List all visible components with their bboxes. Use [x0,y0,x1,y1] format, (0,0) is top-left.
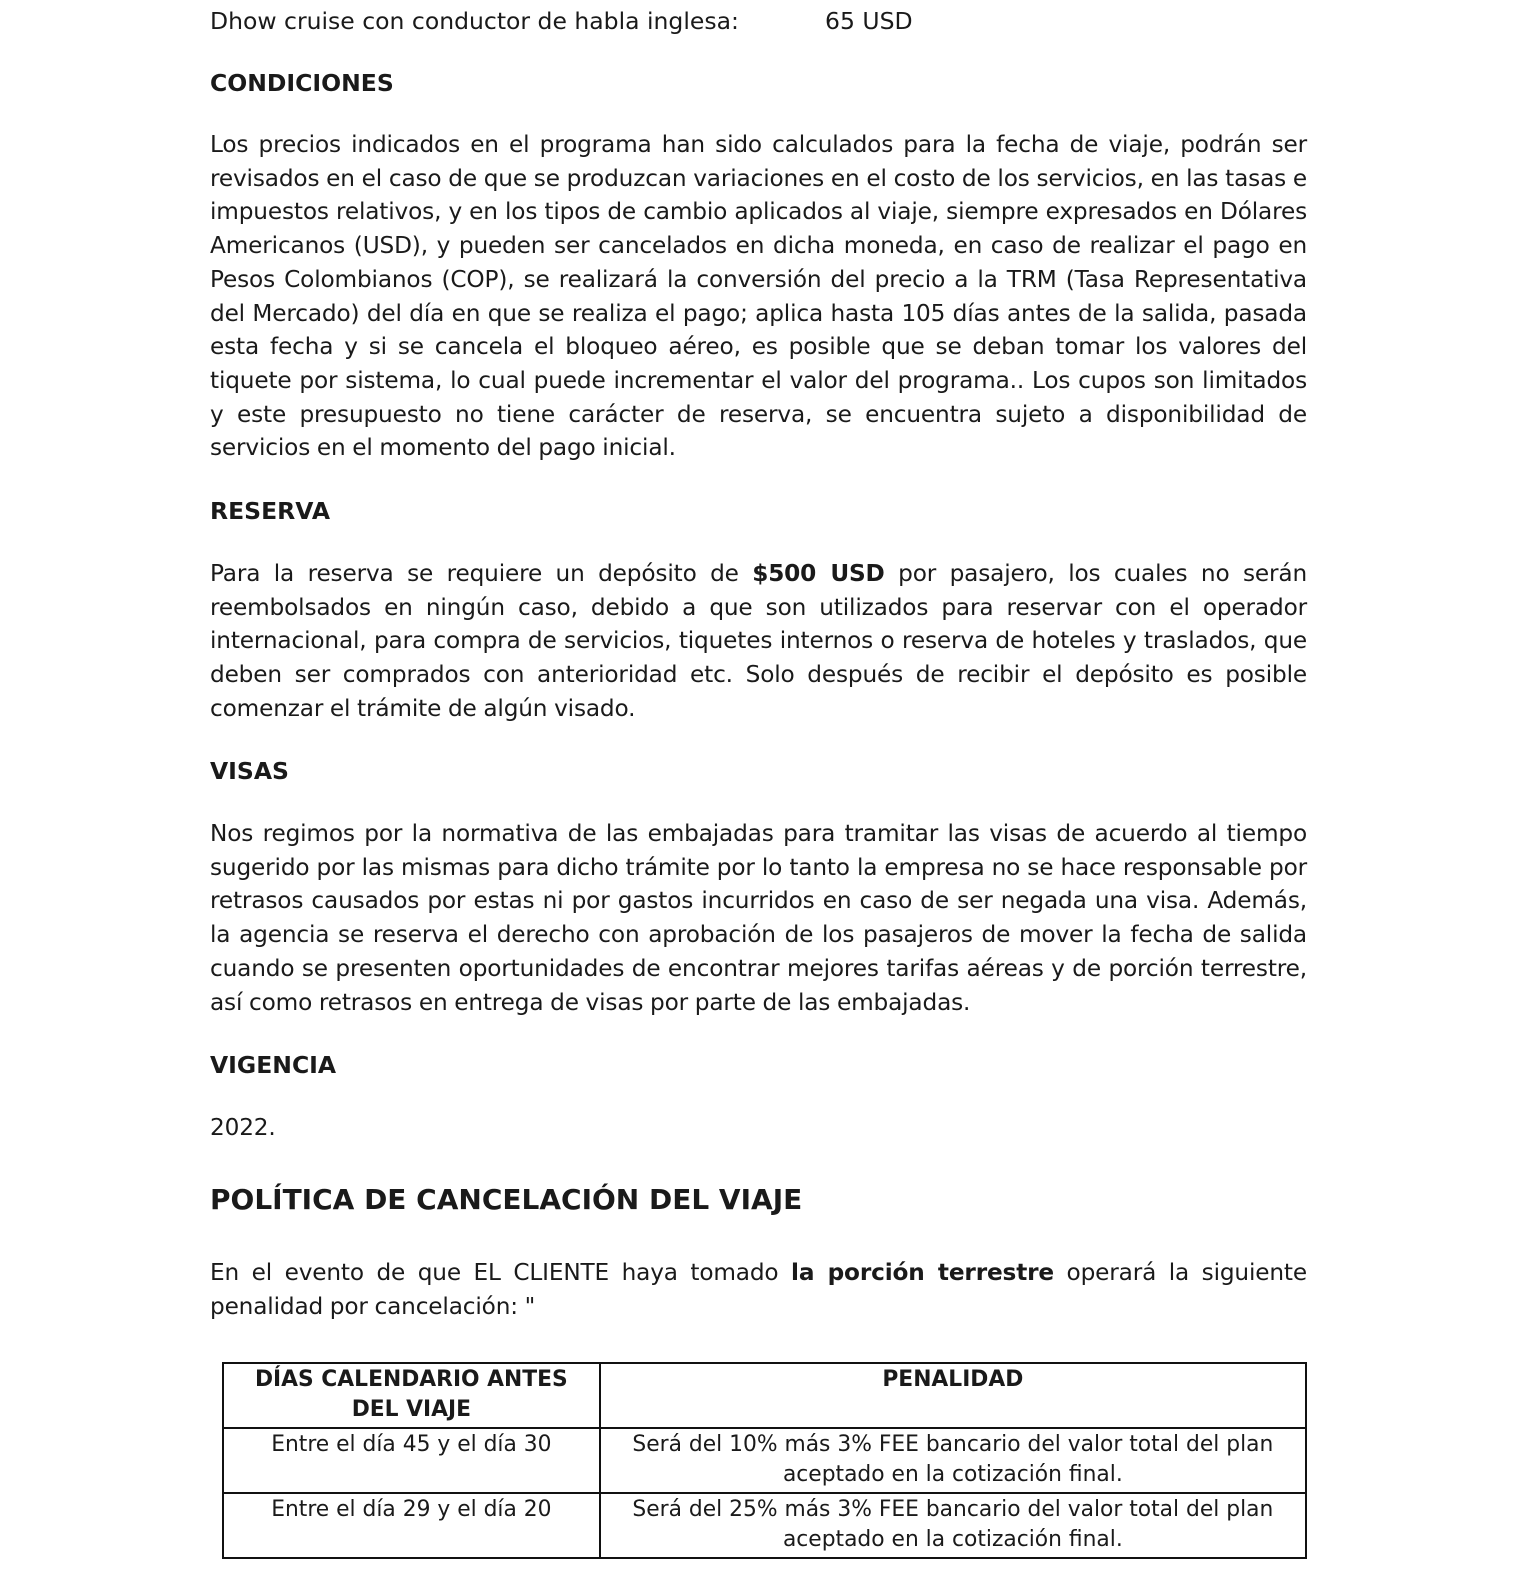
politica-emphasis: la porción terrestre [791,1259,1054,1286]
header-days: DÍAS CALENDARIO ANTES DEL VIAJE [223,1363,600,1428]
table-cell-days: Entre el día 45 y el día 30 [223,1428,600,1493]
table-row [223,1428,1306,1493]
reserva-paragraph [210,557,1307,726]
condiciones-paragraph: Los precios indicados en el programa han sido calculados para la fecha de viaje, podrán ser revisados en el caso de que se produzcan variaciones en el costo de los servicios, en las tasas e impuestos relativos, y en los tipos de cambio aplicados al viaje, siempre expresados en Dólares Americanos (USD), y pueden ser cancelados en dicha moneda, en caso de realizar el pago en Pesos Colombianos (COP), se realizará la conversión del precio a la TRM (Tasa Representativa del Mercado) del día en que se realiza el pago; aplica hasta 105 días antes de la salida, pasada esta fecha y si se cancela el bloqueo aéreo, es posible que se deban tomar los valores del tiquete por sistema, lo cual puede incrementar el valor del programa.. Los cupos son limitados y este presupuesto no tiene carácter de reserva, se encuentra sujeto a disponibilidad de servicios en el momento del pago inicial. [210,131,1307,462]
politica-heading: POLÍTICA DE CANCELACIÓN DEL VIAJE [210,1183,803,1216]
header-penalidad: PENALIDAD [600,1363,1306,1428]
politica-paragraph [210,1256,1307,1323]
price-line [210,4,913,38]
vigencia-heading: VIGENCIA [210,1051,337,1079]
price-label: Dhow cruise con conductor de habla inglesa: [210,7,739,35]
visas-heading: VISAS [210,757,289,785]
table-cell-penalidad: Será del 25% más 3% FEE bancario del valor total del plan aceptado en la cotización final. [600,1493,1306,1558]
table-cell-days: Entre el día 29 y el día 20 [223,1493,600,1558]
table-cell-penalidad: Será del 10% más 3% FEE bancario del valor total del plan aceptado en la cotización final. [600,1428,1306,1493]
table-row [223,1493,1306,1558]
reserva-heading: RESERVA [210,497,331,525]
politica-text-after: operará la siguiente penalidad por cancelación: " [210,1259,1307,1320]
reserva-amount: $500 USD [752,560,885,587]
politica-text-before: En el evento de que EL CLIENTE haya tomado [210,1259,792,1286]
penalty-table [222,1362,1307,1559]
condiciones-heading: CONDICIONES [210,69,394,97]
visas-paragraph: Nos regimos por la normativa de las embajadas para tramitar las visas de acuerdo al tiempo sugerido por las mismas para dicho trámite por lo tanto la empresa no se hace responsable por retrasos causados por estas ni por gastos incurridos en caso de ser negada una visa. Además, la agencia se reserva el derecho con aprobación de los pasajeros de mover la fecha de salida cuando se presenten oportunidades de encontrar mejores tarifas aéreas y de porción terrestre, así como retrasos en entrega de visas por parte de las embajadas. [210,820,1307,1016]
reserva-text-before: Para la reserva se requiere un depósito de [210,560,753,587]
price-value: 65 USD [825,7,913,35]
vigencia-text: 2022. [210,1114,276,1141]
reserva-text-after: por pasajero, los cuales no serán reembolsados en ningún caso, debido a que son utilizados para reservar con el operador internacional, para compra de servicios, tiquetes internos o reserva de hoteles y traslados, que deben ser comprados con anterioridad etc. Solo después de recibir el depósito es posible comenzar el trámite de algún visado. [210,560,1307,722]
table-header-row [223,1363,1306,1428]
